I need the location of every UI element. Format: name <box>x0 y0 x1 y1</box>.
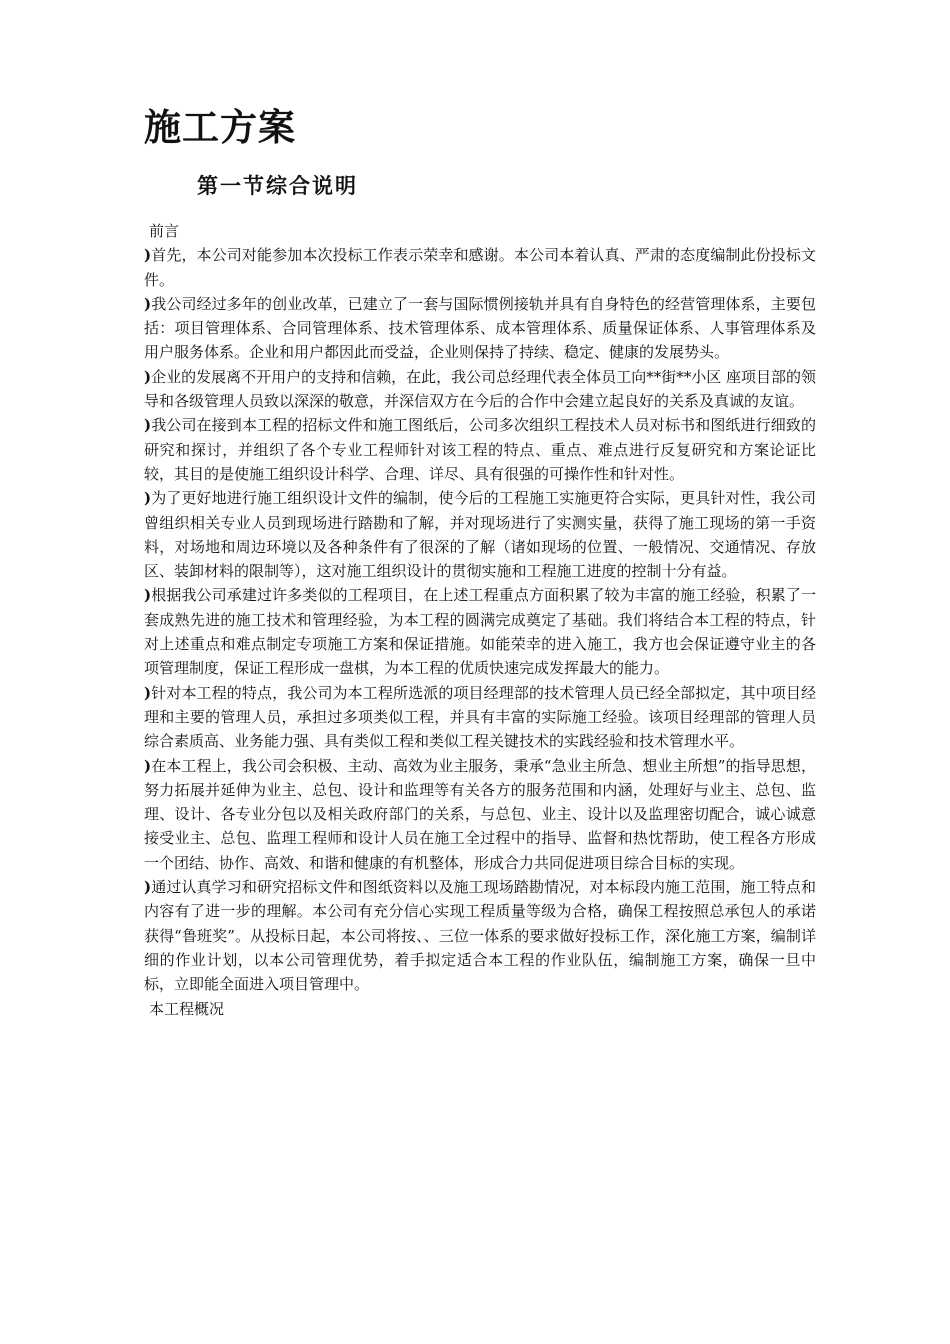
document-title: 施工方案 <box>144 105 296 149</box>
paragraph-marker: ) <box>144 878 152 897</box>
paragraph-text: 我公司经过多年的创业改革，已建立了一套与国际惯例接轨并具有自身特色的经营管理体系，主要包括：项目管理体系、合同管理体系、技术管理体系、成本管理体系、质量保证体系、人事管理体系及用户服务体系。企业和用户都因此而受益，企业则保持了持续、稳定、健康的发展势头。 <box>144 294 816 362</box>
paragraph <box>144 875 816 996</box>
paragraph-text: 针对本工程的特点，我公司为本工程所选派的项目经理部的技术管理人员已经全部拟定，其中项目经理和主要的管理人员，承担过多项类似工程，并具有丰富的实际施工经验。该项目经理部的管理人员综合素质高、业务能力强、具有类似工程和类似工程关键技术的实践经验和技术管理水平。 <box>144 683 816 751</box>
document-body <box>144 219 816 1021</box>
paragraph <box>144 583 816 680</box>
paragraph-marker: ) <box>144 489 152 508</box>
paragraph-marker: ) <box>144 756 152 775</box>
paragraph-text: 为了更好地进行施工组织设计文件的编制，使今后的工程施工实施更符合实际，更具针对性，我公司曾组织相关专业人员到现场进行踏勘和了解，并对现场进行了实测实量，获得了施工现场的第一手资料，对场地和周边环境以及各种条件有了很深的了解（诸如现场的位置、一般情况、交通情况、存放区、装卸材料的限制等），这对施工组织设计的贯彻实施和工程施工进度的控制十分有益。 <box>144 489 816 581</box>
paragraph-marker: ) <box>144 246 152 265</box>
paragraph <box>144 486 816 583</box>
heading-project-overview: 本工程概况 <box>149 999 225 1018</box>
paragraph-text: 在本工程上，我公司会积极、主动、高效为业主服务，秉承“急业主所急、想业主所想”的指导思想，努力拓展并延伸为业主、总包、设计和监理等有关各方的服务范围和内涵，处理好与业主、总包、监理、设计、各专业分包以及相关政府部门的关系，与总包、业主、设计以及监理密切配合，诚心诚意接受业主、总包、监理工程师和设计人员在施工全过程中的指导、监督和热忱帮助，使工程各方形成一个团结、协作、高效、和谐和健康的有机整体，形成合力共同促进项目综合目标的实现。 <box>144 756 816 872</box>
paragraph <box>144 681 816 754</box>
paragraph-text: 企业的发展离不开用户的支持和信赖，在此，我公司总经理代表全体员工向**街**小区 座项目部的领导和各级管理人员致以深深的敬意，并深信双方在今后的合作中会建立起良好的关系及真诚的友谊。 <box>144 367 816 411</box>
paragraph <box>144 243 816 292</box>
paragraph-text: 根据我公司承建过许多类似的工程项目，在上述工程重点方面积累了较为丰富的施工经验，积累了一套成熟先进的施工技术和管理经验，为本工程的圆满完成奠定了基础。我们将结合本工程的特点，针对上述重点和难点制定专项施工方案和保证措施。如能荣幸的进入施工，我方也会保证遵守业主的各项管理制度，保证工程形成一盘棋，为本工程的优质快速完成发挥最大的能力。 <box>144 586 816 678</box>
paragraph-marker: ) <box>144 367 152 386</box>
paragraph <box>144 365 816 414</box>
paragraph <box>144 413 816 486</box>
paragraph-marker: ) <box>144 416 152 435</box>
paragraph <box>144 754 816 875</box>
paragraph-text: 我公司在接到本工程的招标文件和施工图纸后，公司多次组织工程技术人员对标书和图纸进行细致的研究和探讨，并组织了各个专业工程师针对该工程的特点、重点、难点进行反复研究和方案论证比较，其目的是使施工组织设计科学、合理、详尽、具有很强的可操作性和针对性。 <box>144 416 816 483</box>
heading-foreword: 前言 <box>149 222 180 240</box>
paragraph <box>144 292 816 365</box>
paragraph-marker: ) <box>144 586 152 605</box>
section-title: 第一节综合说明 <box>197 173 358 198</box>
paragraph-marker: ) <box>144 683 152 702</box>
paragraph-text: 通过认真学习和研究招标文件和图纸资料以及施工现场踏勘情况，对本标段内施工范围，施工特点和内容有了进一步的理解。本公司有充分信心实现工程质量等级为合格，确保工程按照总承包人的承诺获得“鲁班奖”。从投标日起，本公司将按、、三位一体系的要求做好投标工作，深化施工方案，编制详细的作业计划，以本公司管理优势，着手拟定适合本工程的作业队伍，编制施工方案，确保一旦中标，立即能全面进入项目管理中。 <box>144 878 816 994</box>
paragraph-text: 首先，本公司对能参加本次投标工作表示荣幸和感谢。本公司本着认真、严肃的态度编制此份投标文件。 <box>144 246 816 289</box>
paragraph-marker: ) <box>144 294 152 313</box>
